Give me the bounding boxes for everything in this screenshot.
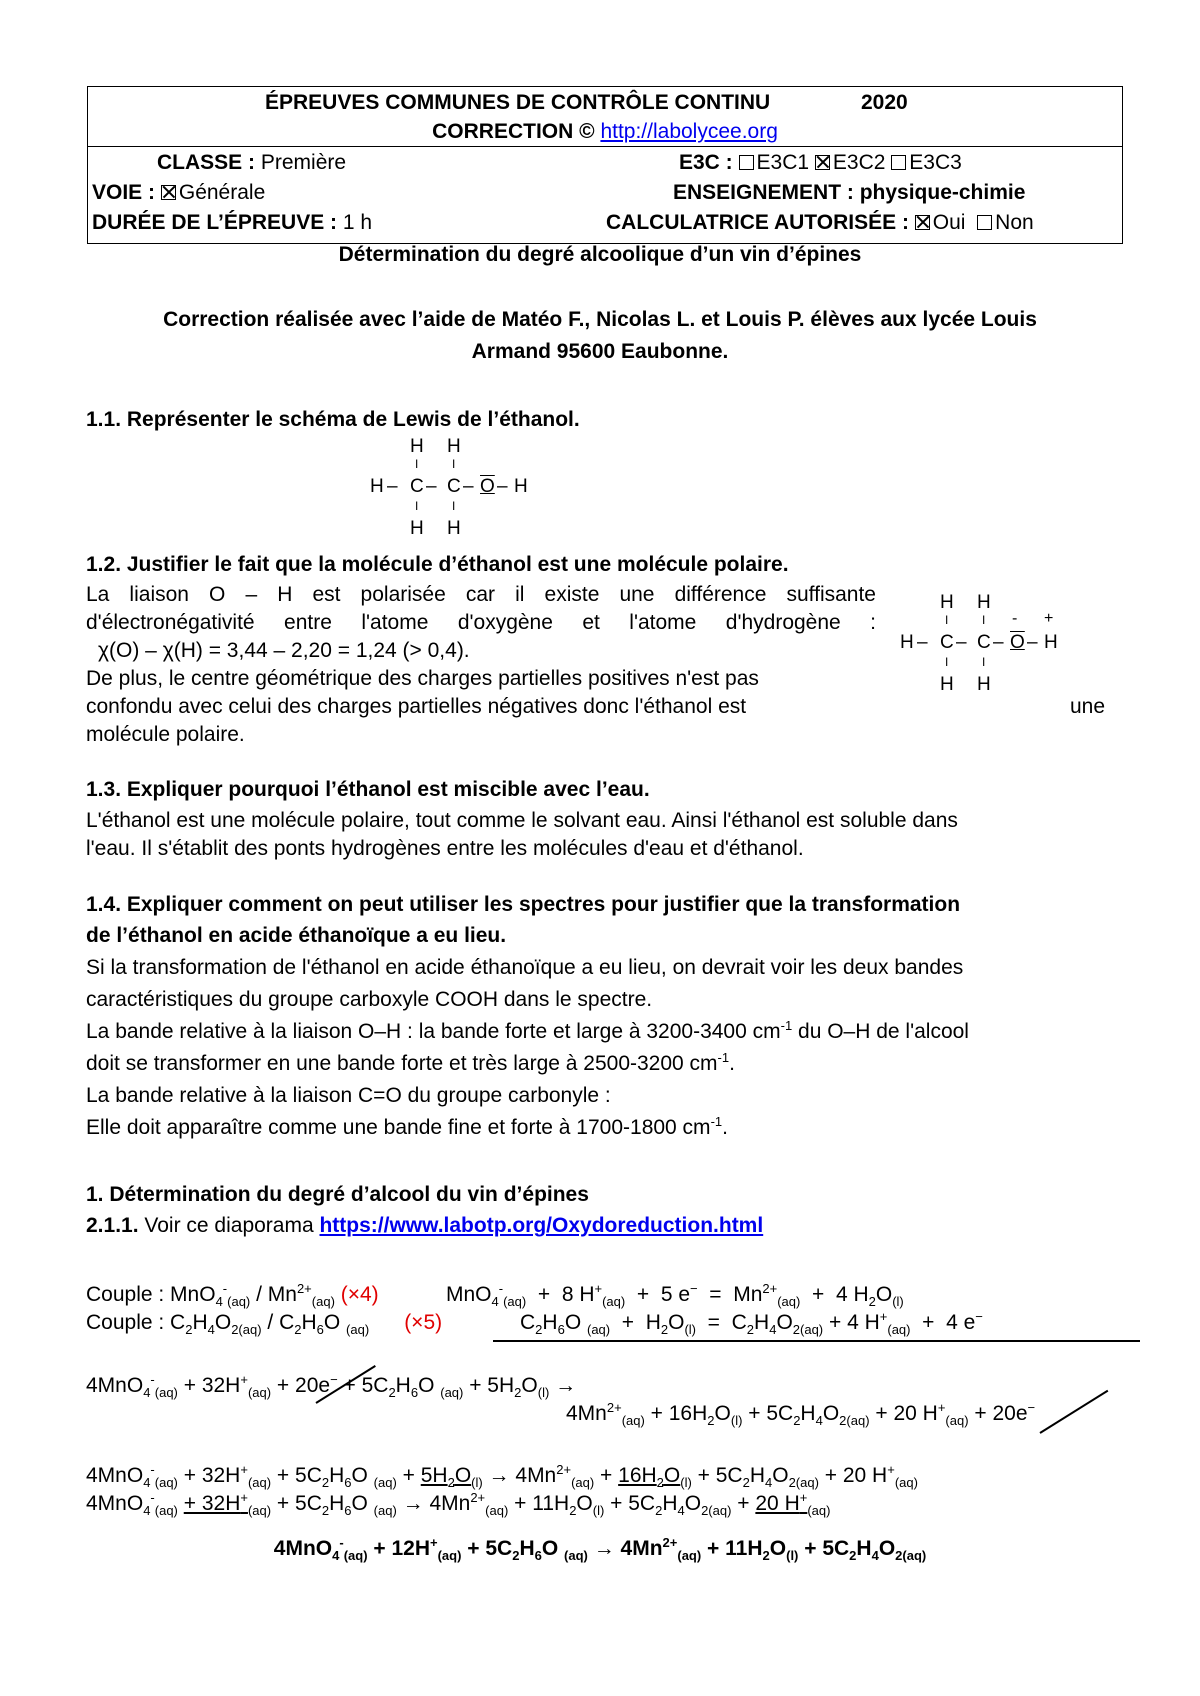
q14-line5: La bande relative à la liaison C=O du groupe carbonyle : [86, 1084, 611, 1107]
lewis-atom: C [977, 632, 991, 653]
duree-value: 1 h [342, 211, 373, 234]
e3c-label: E3C : [679, 151, 733, 174]
calc-non-label: Non [995, 211, 1034, 234]
lewis-atom: H [410, 436, 424, 457]
lewis-atom: H [900, 632, 914, 653]
q12-line3: χ(O) – χ(H) = 3,44 – 2,20 = 1,24 (> 0,4). [98, 639, 470, 662]
q14-heading-2: de l’éthanol en acide éthanoïque a eu lieu. [86, 924, 507, 947]
multiplier-5: (×5) [404, 1311, 443, 1334]
q12-line6: molécule polaire. [86, 723, 245, 746]
header-correction-row [88, 120, 1122, 144]
lewis-structure-ethanol: H H I I H – C – C – O – H I I H H [370, 436, 528, 539]
q12-heading: 1.2. Justifier le fait que la molécule d’éthanol est une molécule polaire. [86, 553, 789, 576]
duree-field [92, 211, 372, 235]
q13-line2: l'eau. Il s'établit des ponts hydrogènes entre les molécules d'eau et d'éthanol. [86, 837, 804, 860]
final-equation: $4MnO_4^-_{(aq)} + 12H^+_{(aq)} + 5C_2H_6O$ $_{(aq)} \to 4Mn^{2+}_{(aq)} + 11H_2O_{(l)} + 5C_2H_4O_{2(aq)}$ [273, 1535, 927, 1564]
q12-line2: d'électronégativité entre l'atome d'oxygène et l'atome d'hydrogène : [86, 611, 876, 634]
classe-field [157, 151, 346, 175]
q11-heading: 1.1. Représenter le schéma de Lewis de l’éthanol. [86, 408, 580, 431]
q12-line5: confondu avec celui des charges partielles négatives donc l'éthanol est [86, 695, 747, 718]
lewis-atom: H [940, 592, 954, 613]
e3c1-label: E3C1 [756, 151, 810, 174]
q14-line2: caractéristiques du groupe carboxyle COOH dans le spectre. [86, 988, 653, 1011]
simplify-line1: $4MnO_4^-_{(aq)} + 32H^+_{(aq)} + 5C_2H_6O$ $_{(aq)} + 5H_2O_{(l)} \to 4Mn^{2+}_{(aq)} + 16H_2O_{(l)} + 5C_2H_4O_{2(aq)} + 20$ $H^+_{(aq)}$ [86, 1462, 918, 1491]
lewis-structure-polar: H H I I - + H – C – C – O – H I I H H [900, 592, 1058, 695]
e3c3-checkbox[interactable] [891, 155, 906, 170]
calc-non-checkbox[interactable] [977, 215, 992, 230]
half-equation-1: MnO$_4$-$_{(aq)}$ + 8 $H^+_{(aq)} + 5$ $e^- = Mn^{2+}_{(aq)} + 4$ $H_2O_{(l)}$ [446, 1281, 904, 1310]
calc-oui-label: Oui [932, 211, 966, 234]
enseignement-field [673, 181, 1025, 205]
diaporama-link[interactable]: https://www.labotp.org/Oxydoreduction.html [319, 1214, 764, 1237]
lewis-atom: C [447, 476, 461, 497]
lewis-atom: H [940, 674, 954, 695]
header-table [87, 86, 1123, 244]
lewis-atom: H [370, 476, 384, 497]
lewis-atom: H [447, 436, 461, 457]
lewis-atom: H [977, 674, 991, 695]
q211-number: 2.1.1. [86, 1214, 139, 1237]
e3c2-label: E3C2 [832, 151, 886, 174]
couple1-line: Couple : $MnO_4^-_{(aq)} / Mn^{2+}_{(aq)}$ (×4) [86, 1281, 379, 1310]
q12-line1: La liaison O – H est polarisée car il existe une différence suffisante [86, 583, 876, 606]
half-equation-2: $C_2H_6O$ $_{(aq)} + H_2O_{(l)} = C_2H_4O_{2(aq)} + 4$ $H^+_{(aq)} + 4$ e− [520, 1309, 983, 1338]
q12-line5-end: une [1070, 695, 1106, 718]
lewis-atom: O [480, 476, 495, 497]
q12-line4: De plus, le centre géométrique des charges partielles positives n'est pas [86, 667, 759, 690]
partial-charge-minus: - [1012, 610, 1018, 627]
q14-heading-1: 1.4. Expliquer comment on peut utiliser les spectres pour justifier que la transformation [86, 893, 961, 916]
q211-line [86, 1211, 763, 1240]
lewis-atom: C [410, 476, 424, 497]
voie-value: Générale [178, 181, 266, 204]
sum-equation-line2: $4Mn^{2+}_{(aq)} + 16H_2O_{(l)} + 5C_2H_4O_{2(aq)} + 20$ $H^+_{(aq)} + 20e^-$ [566, 1400, 1036, 1429]
q14-line4: doit se transformer en une bande forte et très large à 2500-3200 $cm^{-1}$. [86, 1050, 735, 1075]
voie-checkbox[interactable] [161, 185, 176, 200]
q13-line1: L'éthanol est une molécule polaire, tout comme le solvant eau. Ainsi l'éthanol est soluble dans [86, 809, 958, 832]
voie-label: VOIE : [92, 181, 156, 204]
partial-charge-plus: + [1044, 610, 1054, 627]
e3c1-checkbox[interactable] [739, 155, 754, 170]
couple2-line: Couple : $C_2H_4O_{2(aq)} / C_2H_6O$ $_{(aq)}$ (×5) [86, 1311, 443, 1338]
credits-line-1: Correction réalisée avec l’aide de Matéo F., Nicolas L. et Louis P. élèves aux lycée Louis [163, 308, 1037, 331]
correction-label: CORRECTION © [432, 120, 595, 143]
classe-value: Première [260, 151, 347, 174]
calc-oui-checkbox[interactable] [915, 215, 930, 230]
q14-line3: La bande relative à la liaison O–H : la bande forte et large à 3200-3400 $cm^{-1}$ du O–H de l'alcool [86, 1018, 969, 1043]
header-title: ÉPREUVES COMMUNES DE CONTRÔLE CONTINU [265, 91, 771, 114]
correction-link[interactable]: http://labolycee.org [600, 120, 778, 143]
multiplier-4: (×4) [340, 1283, 379, 1306]
header-year: 2020 [861, 91, 908, 114]
q14-line1: Si la transformation de l'éthanol en acide éthanoïque a eu lieu, on devrait voir les deux bandes [86, 956, 964, 979]
lewis-atom: H [514, 476, 528, 497]
equation-separator [493, 1340, 1140, 1342]
strike-electrons-right [1039, 1390, 1108, 1434]
voie-field [92, 181, 265, 205]
lewis-atom: H [977, 592, 991, 613]
credits-line-2: Armand 95600 Eaubonne. [471, 340, 729, 363]
document-title: Détermination du degré alcoolique d’un vin d’épines [338, 243, 862, 266]
lewis-atom: H [447, 518, 461, 539]
enseignement-label: ENSEIGNEMENT : [673, 181, 854, 204]
classe-label: CLASSE : [157, 151, 256, 174]
e3c3-label: E3C3 [909, 151, 962, 174]
sum-equation-line1: $4MnO_4^-_{(aq)} + 32H^+_{(aq)} + 20e^- + 5C_2H_6O$ $_{(aq)} + 5H_2O_{(l)}$ → [86, 1372, 577, 1401]
duree-label: DURÉE DE L’ÉPREUVE : [92, 211, 338, 234]
header-divider [88, 146, 1122, 147]
lewis-atom: C [940, 632, 954, 653]
e3c-field [679, 151, 962, 175]
q14-line6: Elle doit apparaître comme une bande fine et forte à 1700-1800 $cm^{-1}$. [86, 1114, 728, 1139]
calculatrice-label: CALCULATRICE AUTORISÉE : [606, 211, 909, 234]
enseignement-value: physique-chimie [859, 181, 1026, 204]
lewis-atom: H [410, 518, 424, 539]
lewis-atom: O [1010, 632, 1025, 653]
q13-heading: 1.3. Expliquer pourquoi l’éthanol est miscible avec l’eau. [86, 778, 650, 801]
lewis-atom: H [1044, 632, 1058, 653]
section2-heading: 1. Détermination du degré d’alcool du vin d’épines [86, 1183, 589, 1206]
simplify-line2: $4MnO_4^-_{(aq)} + 32H^+_{(aq)} + 5C_2H_6O$ $_{(aq)} \to 4Mn^{2+}_{(aq)} + 11H_2O_{(l)} + 5C_2H_4O_{2(aq)} + 20$ $H^+_{(aq)}$ [86, 1490, 831, 1519]
calculatrice-field [606, 211, 1034, 235]
e3c2-checkbox[interactable] [815, 155, 830, 170]
q211-text: Voir ce diaporama [138, 1214, 320, 1237]
